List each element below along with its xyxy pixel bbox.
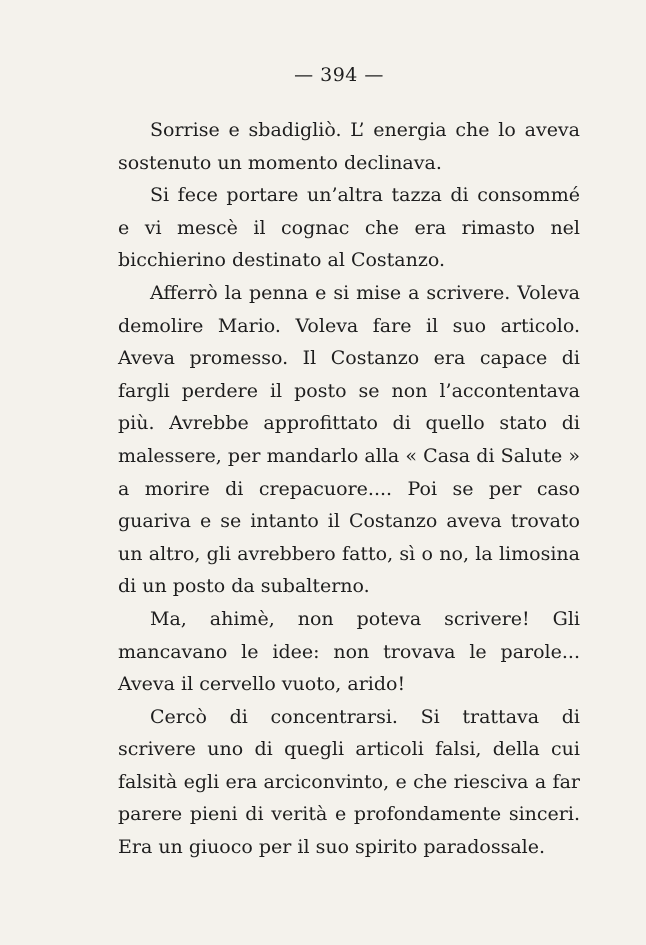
page-number: — 394 —: [294, 64, 384, 86]
paragraph-2: Si fece portare un’altra tazza di consommé e vi mescè il cognac che era rimasto nel bicchierino destinato al Costanzo.: [118, 184, 580, 272]
paragraph-5: Cercò di concentrarsi. Si trattava di scrivere uno di quegli articoli falsi, della cui falsità egli era arciconvinto, e che riesciva a far parere pieni di verità e profondamente sinceri. Era un giuoco per il suo spirito paradossale.: [118, 705, 580, 859]
paragraph-4: Ma, ahimè, non poteva scrivere! Gli mancavano le idee: non trovava le parole... Aveva il cervello vuoto, arido!: [118, 607, 580, 696]
paragraph-1: Sorrise e sbadigliò. L’ energia che lo aveva sostenuto un momento declinava.: [118, 119, 580, 174]
paragraph-3: Afferrò la penna e si mise a scrivere. Voleva demolire Mario. Voleva fare il suo articolo. Aveva promesso. Il Costanzo era capace di fargli perdere il posto se non l’accontentava più. Avrebbe approfittato di quello stato di malessere, per mandarlo alla « Casa di Salute » a morire di crepacuore.... Poi se per caso guariva e se intanto il Costanzo aveva trovato un altro, gli avrebbero fatto, sì o no, la limosina di un posto da subalterno.: [118, 281, 580, 598]
body-text: [118, 114, 580, 864]
